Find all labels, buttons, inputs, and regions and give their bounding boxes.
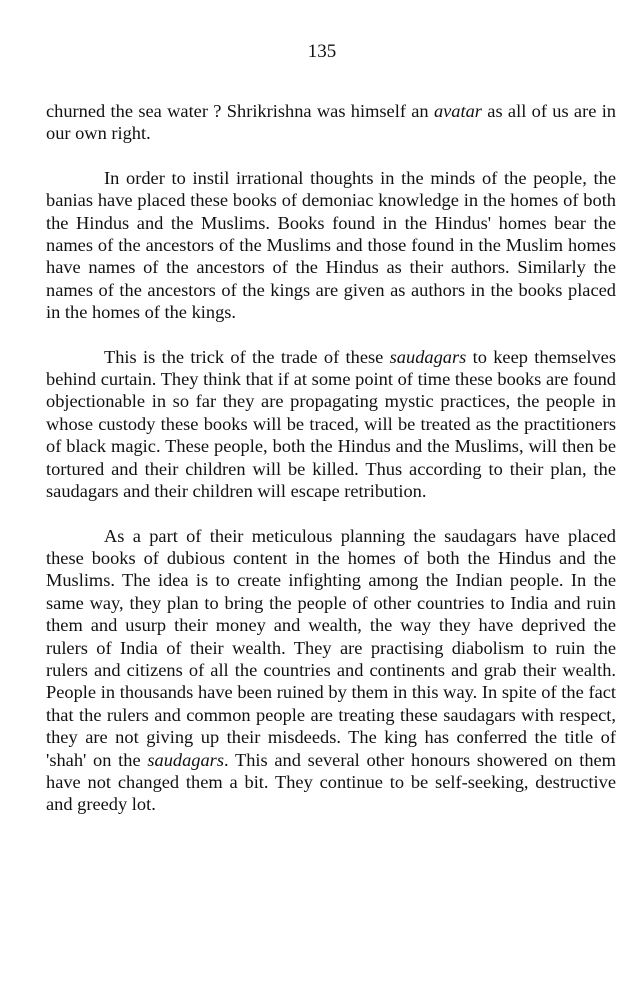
text-segment: churned the sea water ? Shrikrishna was himself an xyxy=(46,101,434,121)
text-segment: as all of us are in our own right. xyxy=(46,101,616,144)
text-segment: As a part of their meticulous planning the saudagars have placed these books of dubious content in the homes of both the Hindus and the Muslims. The idea is to create infighting among the Indian people. In the same way, they plan to bring the people of other countries to India and ruin them and usurp their money and wealth, the way they have deprived the rulers of India of their wealth. They are practising diabolism to ruin the rulers and citizens of all the countries and continents and grab their wealth. People in thousands have been ruined by them in this way. In spite of the fact that the rulers and common people are treating these saudagars with respect, they are not giving up their misdeeds. The king has conferred the title of 'shah' on the xyxy=(46,525,616,770)
paragraph xyxy=(46,167,616,324)
paragraph xyxy=(46,525,616,816)
text-segment: to keep themselves behind curtain. They think that if at some point of time these books are found objectionable in so far they are propagating mystic practices, the people in whose custody these books will be traced, will be treated as the practitioners of black magic. These people, both the Hindus and the Muslims, will then be tortured and their children will be killed. Thus according to their plan, the saudagars and their children will escape retribution. xyxy=(46,346,616,502)
page-number: 135 xyxy=(307,41,337,62)
body-text xyxy=(46,100,616,816)
text-segment: . This and several other honours showered on them have not changed them a bit. They continue to be self-seeking, destructive and greedy lot. xyxy=(46,749,616,815)
text-segment: In order to instil irrational thoughts in the minds of the people, the banias have placed these books of demoniac knowledge in the homes of both the Hindus and the Muslims. Books found in the Hindus' homes bear the names of the ancestors of the Muslims and those found in the Muslim homes have names of the ancestors of the Hindus as their authors. Similarly the names of the ancestors of the kings are given as authors in the books placed in the homes of the kings. xyxy=(46,167,616,323)
paragraph xyxy=(46,100,616,145)
paragraph xyxy=(46,346,616,503)
text-segment: This is the trick of the trade of these xyxy=(104,346,390,367)
italic-text-segment: saudagars xyxy=(389,346,467,367)
italic-text-segment: avatar xyxy=(433,101,482,121)
italic-text-segment: saudagars xyxy=(147,749,224,770)
